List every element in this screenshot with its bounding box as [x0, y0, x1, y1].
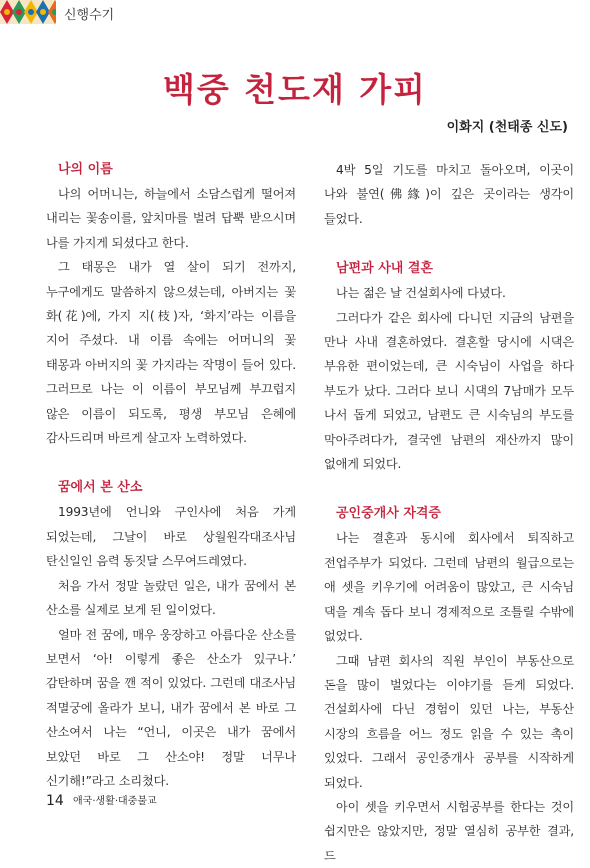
paragraph: 4박 5일 기도를 마치고 돌아오며, 이곳이 나와 불연(佛緣)이 깊은 곳이라는 생각이 들었다.: [324, 163, 574, 226]
paragraph: 그 태몽은 내가 열 살이 되기 전까지, 누구에게도 말씀하지 않으셨는데, 아버지는 꽃 화(花)에, 가지 지(枝)자, ‘화지’라는 이름을 지어 주셨다. 내 이름 속에는 어머니의 꽃 태몽과 아버지의 꽃 가지라는 작명이 들어 있다. 그러므로 나는 이 이름이 부모님께 부끄럽지 않은 이름이 되도록, 평생 부모님 은혜에 감사드리며 바르게 살고자 노력하였다.: [46, 260, 296, 446]
paragraph: 나는 결혼과 동시에 회사에서 퇴직하고 전업주부가 되었다. 그런데 남편의 월급으로는 애 셋을 키우기에 어려움이 많았고, 큰 시숙님 댁을 계속 돕다 보니 경제적으로 조틀릴 수밖에 없었다.: [324, 531, 574, 644]
article-title: 백중 천도재 가피: [162, 70, 428, 110]
decorative-pattern-icon: [0, 0, 56, 24]
publication-name: 애국·생활·대중불교: [73, 796, 157, 807]
paragraph: 그때 남편 회사의 직원 부인이 부동산으로 돈을 많이 벌었다는 이야기를 듣게 되었다. 건설회사에 다닌 경험이 있던 나는, 부동산 시장의 흐름을 어느 정도 읽을 수 있는 촉이 있었다. 그래서 공인중개사 공부를 시작하게 되었다.: [324, 653, 574, 790]
paragraph: 아이 셋을 키우면서 시험공부를 한다는 것이 쉽지만은 않았지만, 정말 열심히 공부한 결과, 드: [324, 799, 574, 863]
left-column: [46, 158, 296, 793]
paragraph: 얼마 전 꿈에, 매우 웅장하고 아름다운 산소를 보면서 ‘아! 이렇게 좋은 산소가 있구나.’ 감탄하며 꿈을 깬 적이 있었다. 그런데 대조사님 적멸궁에 올라가 보니, 내가 꿈에서 본 바로 그 산소여서 나는 “언니, 이곳은 내가 꿈에서 보았던 바로 그 산소야! 정말 너무나 신기해!”라고 소리쳤다.: [46, 627, 296, 788]
section-label: 신행수기: [64, 8, 115, 23]
paragraph: 처음 가서 정말 놀랐던 일은, 내가 꿈에서 본 산소를 실제로 보게 된 일이었다.: [46, 578, 296, 618]
paragraph: 그러다가 같은 회사에 다니던 지금의 남편을 만나 사내 결혼하였다. 결혼할 당시에 시댁은 부유한 편이었는데, 큰 시숙님이 사업을 하다 부도가 났다. 그러다 보니 시댁의 7남매가 모두 나서 돕게 되었고, 남편도 큰 시숙님의 부도를 막아주려다가, 결국엔 남편의 재산까지 많이 없애게 되었다.: [324, 310, 574, 472]
paragraph: 나의 어머니는, 하늘에서 소담스럽게 떨어져 내리는 꽃송이를, 앞치마를 벌려 답뿍 받으시며 나를 가지게 되셨다고 한다.: [46, 187, 296, 250]
page-number: 14: [46, 793, 64, 809]
right-column: [324, 158, 574, 868]
page-footer: [46, 792, 157, 809]
paragraph: 1993년에 언니와 구인사에 처음 가게 되었는데, 그날이 바로 상월원각대조사님 탄신일인 음력 동짓달 스무여드레였다.: [46, 505, 296, 569]
section-heading: 남편과 사내 결혼: [336, 261, 433, 277]
section-heading: 꿈에서 본 산소: [58, 480, 143, 496]
article-author: 이화지 (천태종 신도): [446, 120, 568, 135]
section-heading: 공인중개사 자격증: [336, 506, 441, 522]
section-heading: 나의 이름: [58, 162, 113, 177]
paragraph: 나는 젊은 날 건설회사에 다녔다.: [336, 286, 506, 301]
